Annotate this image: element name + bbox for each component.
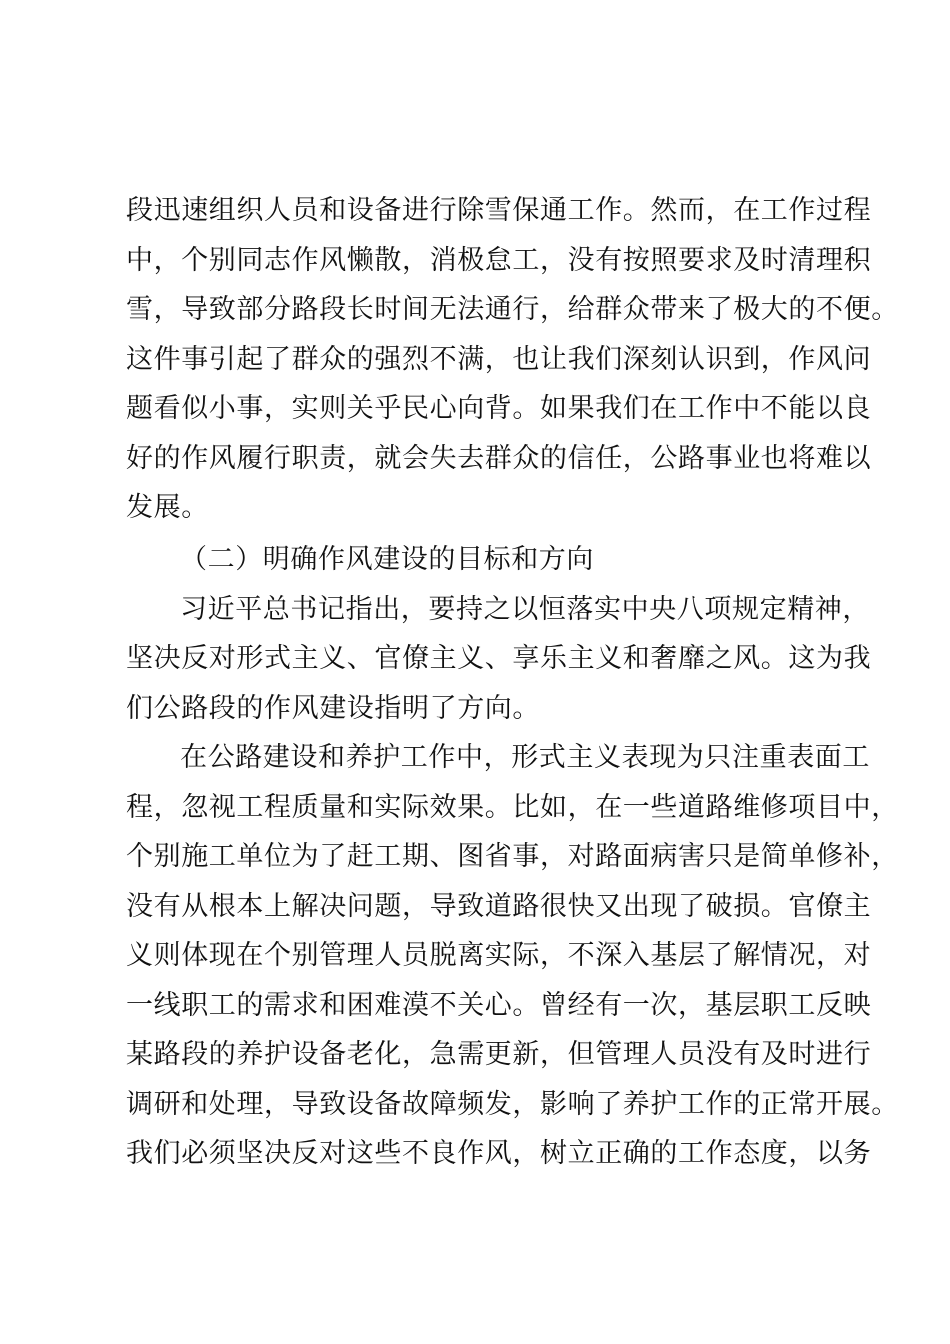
text-line: 一线职工的需求和困难漠不关心。曾经有一次，基层职工反映 bbox=[126, 989, 872, 1021]
text-line: 发展。 bbox=[126, 492, 209, 523]
text-line: 个别施工单位为了赶工期、图省事，对路面病害只是简单修补， bbox=[126, 841, 899, 872]
text-line: 中，个别同志作风懒散，消极怠工，没有按照要求及时清理积 bbox=[126, 244, 872, 276]
text-line: 段迅速组织人员和设备进行除雪保通工作。然而，在工作过程 bbox=[126, 195, 872, 226]
text-line: 我们必须坚决反对这些不良作风，树立正确的工作态度，以务 bbox=[126, 1138, 872, 1169]
text-line: 程，忽视工程质量和实际效果。比如，在一些道路维修项目中， bbox=[126, 791, 899, 823]
section-content bbox=[126, 535, 899, 1179]
text-line: 雪，导致部分路段长时间无法通行，给群众带来了极大的不便。 bbox=[126, 294, 899, 325]
text-line: 们公路段的作风建设指明了方向。 bbox=[126, 692, 540, 724]
text-line: 题看似小事，实则关乎民心向背。如果我们在工作中不能以良 bbox=[126, 393, 872, 424]
text-line: 习近平总书记指出，要持之以恒落实中央八项规定精神， bbox=[180, 593, 870, 625]
text-line: 坚决反对形式主义、官僚主义、享乐主义和奢靡之风。这为我 bbox=[126, 643, 872, 674]
text-line: 好的作风履行职责，就会失去群众的信任，公路事业也将难以 bbox=[126, 442, 872, 474]
text-line: 某路段的养护设备老化，急需更新，但管理人员没有及时进行 bbox=[126, 1039, 872, 1070]
text-line: 没有从根本上解决问题，导致道路很快又出现了破损。官僚主 bbox=[126, 890, 872, 922]
text-line: 义则体现在个别管理人员脱离实际，不深入基层了解情况，对 bbox=[126, 940, 872, 971]
paragraph-continued bbox=[126, 186, 899, 533]
text-line: 在公路建设和养护工作中，形式主义表现为只注重表面工 bbox=[180, 742, 870, 773]
text-line: 调研和处理，导致设备故障频发，影响了养护工作的正常开展。 bbox=[126, 1088, 899, 1120]
section-heading: （二）明确作风建设的目标和方向 bbox=[180, 544, 594, 575]
text-line: 这件事引起了群众的强烈不满，也让我们深刻认识到，作风问 bbox=[126, 343, 872, 375]
